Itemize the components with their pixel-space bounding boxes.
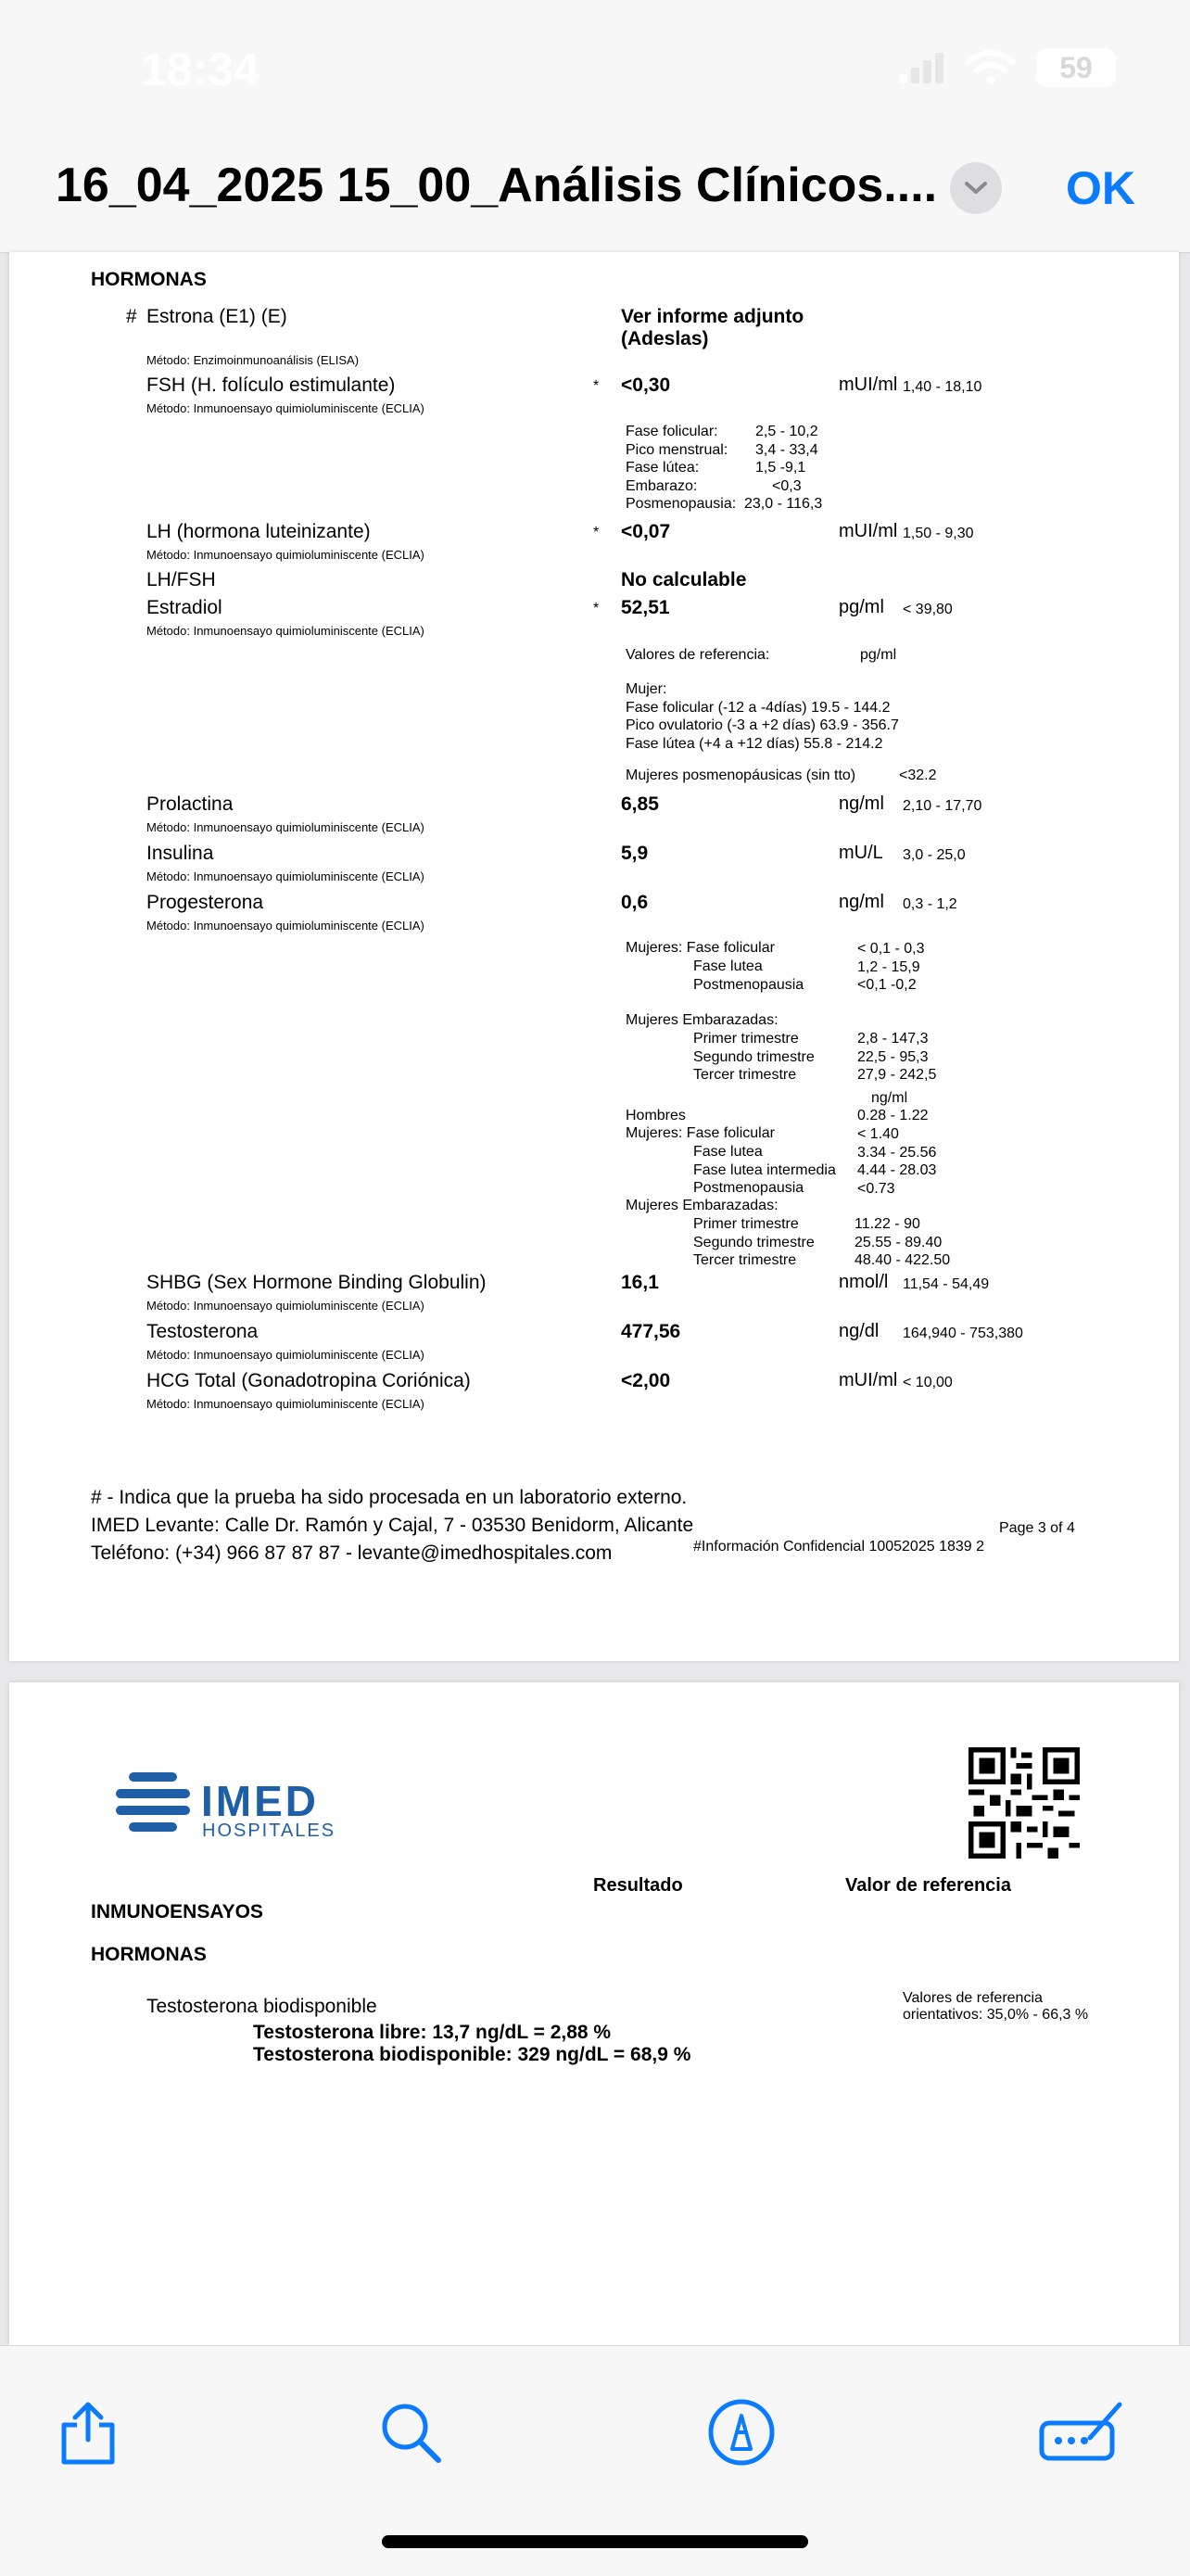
footer-note: # - Indica que la prueba ha sido procesada en un laboratorio externo.: [91, 1487, 688, 1508]
test-result: <2,00: [621, 1370, 671, 1391]
test-unit: ng/ml: [839, 793, 884, 814]
test-result: <0,30: [621, 374, 671, 396]
free-testosterone-line: Testosterona libre: 13,7 ng/dL = 2,88 %: [253, 2022, 612, 2043]
test-reference: 164,940 - 753,380: [903, 1326, 1023, 1341]
test-reference: 0,3 - 1,2: [903, 896, 957, 912]
wifi-icon: [966, 49, 1016, 86]
estradiol-ref-table: Mujer: Fase folicular (-12 a -4días) 19.5 - 144.2 Pico ovulatorio (-3 a +2 días) 63.9 - 356.7 Fase lútea (+4 a +12 días) 55.8 - 214.2: [626, 681, 899, 752]
estradiol-ref-header: Valores de referencia:: [626, 647, 770, 663]
test-result: <0,07: [621, 521, 671, 542]
prog-women-phases: Fase lutea Postmenopausia: [693, 958, 804, 993]
bioavailable-testosterone-line: Testosterona biodisponible: 329 ng/dL = 68,9 %: [253, 2044, 691, 2065]
test-method: Método: Inmunoensayo quimioluminiscente (ECLIA): [146, 548, 424, 562]
subsection-heading: HORMONAS: [91, 1944, 207, 1965]
page-number: Page 3 of 4: [999, 1520, 1075, 1536]
test-reference: < 10,00: [903, 1375, 953, 1390]
prog-trimesters: Primer trimestre Segundo trimestre Tercer trimestre: [693, 1031, 815, 1083]
reference-note: Valores de referencia: [903, 1990, 1043, 2006]
test-method: Método: Inmunoensayo quimioluminiscente (ECLIA): [146, 820, 424, 834]
test-result: 52,51: [621, 597, 670, 618]
test-result: (Adeslas): [621, 328, 709, 349]
prog-women-label: Mujeres: Fase folicular: [626, 940, 775, 956]
flag-marker: *: [593, 525, 600, 540]
qr-code-icon: [968, 1747, 1080, 1859]
prog-trimester2-values: 11.22 - 90 25.55 - 89.40 48.40 - 422.50: [855, 1216, 951, 1268]
document-title: 16_04_2025 15_00_Análisis Clínicos....: [56, 159, 938, 212]
test-name: LH (hormona luteinizante): [146, 521, 371, 542]
status-time: 18:34: [141, 44, 260, 95]
title-menu-button[interactable]: [950, 162, 1002, 214]
test-result: 5,9: [621, 843, 649, 864]
test-name: SHBG (Sex Hormone Binding Globulin): [146, 1272, 487, 1293]
document-page-4: [9, 1682, 1179, 2345]
test-name: LH/FSH: [146, 569, 216, 590]
estradiol-ref-unit: pg/ml: [860, 647, 897, 663]
prog-unit2: ng/ml: [871, 1090, 908, 1106]
test-method: Método: Enzimoinmunoanálisis (ELISA): [146, 353, 360, 367]
imed-logo-name: IMED: [201, 1777, 319, 1825]
nav-bar: [0, 139, 1190, 253]
test-result: 0,6: [621, 892, 649, 913]
test-unit: ng/dl: [839, 1321, 880, 1341]
test-result: Ver informe adjunto: [621, 306, 804, 327]
prog-trimesters2: Primer trimestre Segundo trimestre Tercer trimestre: [693, 1216, 815, 1268]
test-name: Estrona (E1) (E): [146, 306, 287, 327]
test-reference: < 39,80: [903, 602, 953, 617]
test-unit: mU/L: [839, 843, 883, 863]
test-method: Método: Inmunoensayo quimioluminiscente (ECLIA): [146, 1348, 424, 1362]
reference-note: orientativos: 35,0% - 66,3 %: [903, 2007, 1089, 2023]
test-result: No calculable: [621, 569, 747, 590]
imed-logo-mark-icon: [116, 1770, 190, 1835]
section-heading: INMUNOENSAYOS: [91, 1901, 263, 1922]
test-result: 477,56: [621, 1321, 681, 1342]
share-icon[interactable]: [53, 2397, 123, 2468]
search-icon[interactable]: [375, 2397, 446, 2468]
test-name: Prolactina: [146, 793, 234, 815]
test-reference: 3,0 - 25,0: [903, 847, 966, 863]
prog-women-values: < 0,1 - 0,3 1,2 - 15,9 <0,1 -0,2: [857, 941, 925, 993]
test-method: Método: Inmunoensayo quimioluminiscente (ECLIA): [146, 919, 424, 933]
home-indicator: [382, 2535, 808, 2548]
section-heading: HORMONAS: [91, 269, 207, 290]
test-reference: 1,50 - 9,30: [903, 526, 974, 541]
test-name: Insulina: [146, 843, 214, 864]
status-icons: [899, 48, 1116, 87]
test-unit: mUI/ml: [839, 374, 898, 395]
test-method: Método: Inmunoensayo quimioluminiscente (ECLIA): [146, 869, 424, 883]
fsh-phase-labels: Fase folicular: Pico menstrual: Fase lútea: Embarazo: Posmenopausia:: [626, 424, 737, 512]
prog-pregnant2-label: Mujeres Embarazadas:: [626, 1198, 779, 1213]
test-name: Progesterona: [146, 892, 264, 913]
test-result: 16,1: [621, 1272, 659, 1293]
estradiol-post-label: Mujeres posmenopáusicas (sin tto): [626, 768, 856, 783]
test-name: HCG Total (Gonadotropina Coriónica): [146, 1370, 471, 1391]
test-name: Testosterona biodisponible: [146, 1996, 377, 2017]
flag-marker: *: [593, 601, 600, 616]
test-name: FSH (H. folículo estimulante): [146, 374, 396, 396]
test-reference: 11,54 - 54,49: [903, 1276, 990, 1292]
prog-trimester-values: 2,8 - 147,3 22,5 - 95,3 27,9 - 242,5: [857, 1031, 937, 1083]
ok-button[interactable]: OK: [1066, 162, 1135, 214]
battery-icon: 59: [1036, 48, 1116, 87]
signal-icon: [899, 52, 945, 83]
confidential-label: #Información Confidencial 10052025 1839 2: [693, 1539, 985, 1554]
column-reference-header: Valor de referencia: [845, 1875, 1011, 1896]
prog-men-value: 0.28 - 1.22: [857, 1108, 929, 1123]
markup-icon[interactable]: [706, 2397, 777, 2468]
test-method: Método: Inmunoensayo quimioluminiscente (ECLIA): [146, 624, 424, 638]
prog-pregnant-label: Mujeres Embarazadas:: [626, 1012, 779, 1028]
test-unit: mUI/ml: [839, 1370, 898, 1390]
test-reference: 1,40 - 18,10: [903, 379, 982, 395]
test-name: Estradiol: [146, 597, 222, 618]
fsh-phase-values: 2,5 - 10,2 3,4 - 33,4 1,5 -9,1 <0,3 23,0 - 116,3: [744, 424, 823, 512]
chevron-down-icon: [964, 181, 988, 196]
prog-women2-label: Mujeres: Fase folicular: [626, 1125, 775, 1141]
test-method: Método: Inmunoensayo quimioluminiscente (ECLIA): [146, 1397, 424, 1411]
test-method: Método: Inmunoensayo quimioluminiscente (ECLIA): [146, 401, 424, 415]
prog-women2-phases: Fase lutea Fase lutea intermedia Postmenopausia: [693, 1144, 836, 1196]
footer-address: IMED Levante: Calle Dr. Ramón y Cajal, 7 - 03530 Benidorm, Alicante: [91, 1515, 694, 1536]
test-unit: pg/ml: [839, 597, 884, 617]
estradiol-post-value: <32.2: [899, 768, 937, 783]
test-unit: nmol/l: [839, 1272, 889, 1292]
document-page-3: [9, 252, 1179, 1661]
test-method: Método: Inmunoensayo quimioluminiscente (ECLIA): [146, 1299, 424, 1313]
test-reference: 2,10 - 17,70: [903, 798, 982, 814]
test-name: Testosterona: [146, 1321, 259, 1342]
status-bar: [0, 0, 1190, 139]
form-fill-icon[interactable]: [1038, 2397, 1127, 2468]
test-unit: ng/ml: [839, 892, 884, 912]
test-unit: mUI/ml: [839, 521, 898, 541]
footer-phone: Teléfono: (+34) 966 87 87 87 - levante@imedhospitales.com: [91, 1542, 613, 1564]
prog-women2-values: < 1.40 3.34 - 25.56 4.44 - 28.03 <0.73: [857, 1126, 937, 1197]
flag-marker: *: [593, 378, 600, 394]
test-result: 6,85: [621, 793, 659, 815]
prog-men-label: Hombres: [626, 1108, 686, 1123]
external-lab-marker: #: [126, 306, 137, 327]
column-result-header: Resultado: [593, 1875, 683, 1896]
imed-logo-sub: HOSPITALES: [202, 1821, 336, 1841]
